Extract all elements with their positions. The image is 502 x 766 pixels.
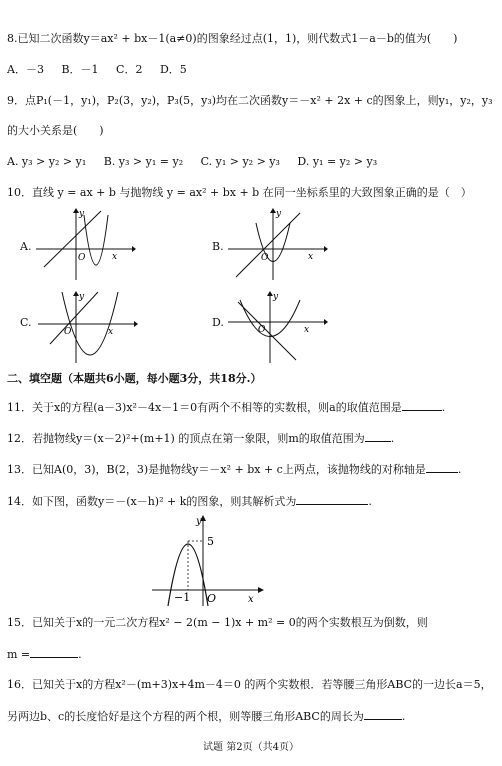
q10-d-y-label: y <box>273 292 279 302</box>
q10-b-x-label: x <box>308 252 314 262</box>
q8-options <box>7 63 201 77</box>
q11-text: 11．关于x的方程(a－3)x²－4x－1＝0有两个不相等的实数根，则a的取值范围是 <box>7 401 402 414</box>
q14-o-label: O <box>207 592 217 605</box>
q16-row2: 另两边b、c的长度恰好是这个方程的两个根，则等腰三角形ABC的周长为 . <box>7 710 406 723</box>
q14-y-tick: 5 <box>207 535 214 548</box>
q10-b-o-label: O <box>261 253 269 263</box>
q12-row: 12．若抛物线y＝(x－2)²+(m+1) 的顶点在第一象限，则m的取值范围为 . <box>7 432 395 445</box>
q9-text-line2: 的大小关系是( ) <box>7 124 104 137</box>
q14-answer-blank <box>296 494 368 505</box>
q13-answer-blank <box>426 462 458 473</box>
q10-text: 10．直线 y = ax + b 与抛物线 y = ax² + bx + b 在同一坐标系里的大致图象正确的是（ ） <box>7 186 472 199</box>
q9-option-a: A. y₃ > y₂ > y₁ <box>7 155 87 168</box>
q14-graph <box>150 512 268 606</box>
q8-option-d: D．5 <box>159 63 187 76</box>
q15-text-line1: 15．已知关于x的一元二次方程x² − 2(m − 1)x + m² = 0的两个实数根互为倒数，则 <box>7 616 428 629</box>
q10-graph-a <box>36 205 136 280</box>
q11-answer-blank <box>402 400 442 411</box>
q16-text-line2: 另两边b、c的长度恰好是这个方程的两个根，则等腰三角形ABC的周长为 <box>7 710 364 723</box>
section-fill-in-title: 二、填空题（本题共6小题，每小题3分，共18分.） <box>7 372 262 385</box>
q10-graph-c <box>38 288 138 363</box>
q13-text: 13．已知A(0，3)，B(2，3)是抛物线y＝－x² + bx + c上两点，该抛物线的对称轴是 <box>7 463 426 476</box>
q10-a-y-label: y <box>79 209 85 219</box>
q8-option-a: A．－3 <box>7 63 44 76</box>
q11-row: 11．关于x的方程(a－3)x²－4x－1＝0有两个不相等的实数根，则a的取值范围是 . <box>7 401 446 414</box>
q12-answer-blank <box>365 431 391 442</box>
q9-option-c: C. y₁ > y₂ > y₃ <box>200 155 280 168</box>
q14-y-label: y <box>196 516 202 527</box>
q16-answer-blank <box>364 709 402 720</box>
q13-row: 13．已知A(0，3)，B(2，3)是抛物线y＝－x² + bx + c上两点，该抛物线的对称轴是 . <box>7 463 462 476</box>
page-footer: 试题 第2页（共4页） <box>203 742 299 753</box>
q8-text: 8.已知二次函数y＝ax² + bx－1(a≠0)的图象经过点(1，1)，则代数式1－a－b的值为( ) <box>7 32 458 45</box>
q10-d-o-label: O <box>258 325 266 335</box>
q9-option-b: B. y₃ > y₁ = y₂ <box>103 155 184 168</box>
q10-label-a: A. <box>20 240 32 253</box>
q8-option-c: C．2 <box>116 63 143 76</box>
q15-text-line2: m = <box>7 648 31 661</box>
q14-x-tick: −1 <box>174 591 191 604</box>
q8-option-b: B．－1 <box>61 63 99 76</box>
q10-label-b: B. <box>212 240 224 253</box>
q10-a-o-label: O <box>78 253 86 263</box>
q9-text-line1: 9．点P₁(－1，y₁)，P₂(3，y₂)，P₃(5，y₃)均在二次函数y＝－x² + 2x + c的图象上，则y₁，y₂，y₃ <box>7 94 493 107</box>
q10-label-d: D. <box>212 316 224 329</box>
q10-label-c: C. <box>20 316 32 329</box>
q12-text: 12．若抛物线y＝(x－2)²+(m+1) 的顶点在第一象限，则m的取值范围为 <box>7 432 365 445</box>
q10-c-o-label: O <box>64 327 72 337</box>
q15-answer-blank <box>30 647 78 658</box>
q15-row2: m = . <box>7 648 82 661</box>
q10-b-y-label: y <box>276 209 282 219</box>
q10-graph-d <box>228 288 328 363</box>
q16-text-line1: 16．已知关于x的方程x²－(m+3)x+4m－4＝0 的两个实数根．若等腰三角形ABC的一边长a＝5， <box>7 678 492 691</box>
q10-c-y-label: y <box>79 292 85 302</box>
q10-d-x-label: x <box>304 325 310 335</box>
q9-options <box>7 155 391 169</box>
q10-graph-b <box>228 205 328 280</box>
q14-x-label: x <box>248 594 254 605</box>
q14-text: 14．如下图，函数y＝－(x－h)² + k的图象，则其解析式为 <box>7 495 297 508</box>
q10-c-x-label: x <box>108 327 114 337</box>
q9-option-d: D. y₁ = y₂ > y₃ <box>297 155 378 168</box>
q10-a-x-label: x <box>112 252 118 262</box>
q14-row: 14．如下图，函数y＝－(x－h)² + k的图象，则其解析式为 . <box>7 495 372 508</box>
